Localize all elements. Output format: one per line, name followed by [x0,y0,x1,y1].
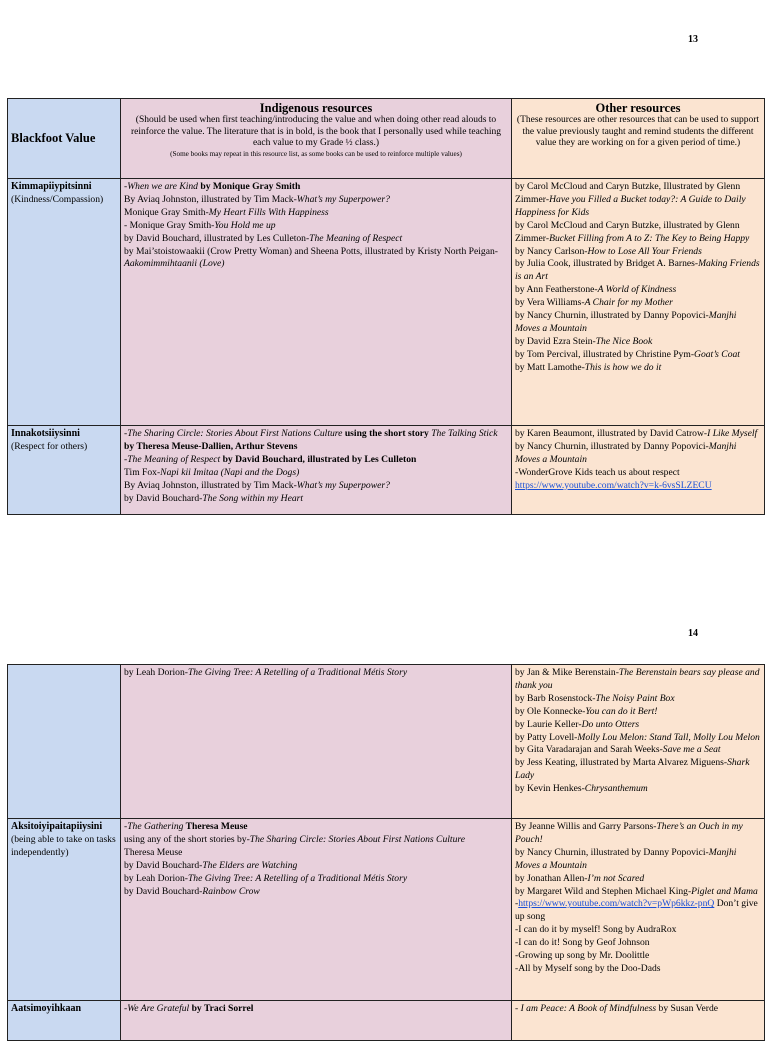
resource-entry: -WonderGrove Kids teach us about respect [515,466,680,478]
resource-entry: by Nancy Churnin, illustrated by Danny Popovici-Manjhi Moves a Mountain [515,310,737,334]
resource-table [7,664,765,1041]
indigenous-resources-cell [121,179,512,426]
resource-entry: by Ann Featherstone-A World of Kindness [515,284,677,296]
page-number: 14 [688,628,698,639]
resource-entry: by Jonathan Allen-I’m not Scared [515,872,645,884]
value-cell: Aksitoiyipaitapiiysini (being able to take on tasks independently) [8,819,121,1001]
table-header-row [8,99,765,179]
resource-entry: by Ole Konnecke-You can do it Bert! [515,705,658,717]
resource-entry: - Monique Gray Smith-You Hold me up [124,219,276,231]
resource-entry: by Barb Rosenstock-The Noisy Paint Box [515,692,675,704]
indigenous-resources-cell [121,819,512,1001]
resource-entry: by Tom Percival, illustrated by Christine Pym-Goat’s Coat [515,348,740,360]
resource-entry: by Jess Keating, illustrated by Marta Alvarez Miguens-Shark Lady [515,757,750,782]
resource-entry: -I can do it by myself! Song by AudraRox [515,924,677,936]
resource-entry: by Leah Dorion-The Giving Tree: A Retelling of a Traditional Métis Story [124,667,408,678]
indigenous-resources-cell [121,1001,512,1041]
value-cell [8,665,121,819]
value-cell: Kimmapiiypitsinni (Kindness/Compassion) [8,179,121,426]
resource-entry: by Julia Cook, illustrated by Bridget A. Barnes-Making Friends is an Art [515,258,760,283]
resource-entry: by Patty Lovell-Molly Lou Melon: Stand Tall, Molly Lou Melon [515,731,760,743]
resource-entry: -The Gathering Theresa Meuse [124,821,248,832]
resource-entry: by David Bouchard-The Elders are Watching [124,859,298,871]
resource-entry: By Aviaq Johnston, illustrated by Tim Mack-What’s my Superpower? [124,479,390,491]
resource-entry: by Jan & Mike Berenstain-The Berenstain bears say please and thank you [515,667,760,691]
other-resources-cell [512,665,765,819]
youtube-link[interactable]: https://www.youtube.com/watch?v=k-6vsSLZECU [515,479,712,491]
resource-entry: Theresa Meuse [124,846,183,858]
resource-entry: - I am Peace: A Book of Mindfulness by Susan Verde [515,1003,719,1014]
resource-entry: by Nancy Carlson-How to Lose All Your Friends [515,245,702,257]
resource-entry: by Gita Varadarajan and Sarah Weeks-Save me a Seat [515,744,721,756]
resource-entry: -All by Myself song by the Doo-Dads [515,962,661,974]
resource-entry: Tim Fox-Napi kii Imitaa (Napi and the Dogs) [124,466,300,478]
table-row [8,819,765,1001]
value-cell: Aatsimoyihkaan [8,1001,121,1041]
table-row [8,426,765,515]
header-other-resources: Other resources (These resources are other resources that can be used to support the value previously taught and remind students the different value they are working on for a given period of time.) [512,99,765,179]
resource-entry: by David Bouchard, illustrated by Les Culleton-The Meaning of Respect [124,232,403,244]
youtube-link[interactable]: https://www.youtube.com/watch?v=pWp6kkz-pnQ [518,898,715,910]
header-blackfoot-value: Blackfoot Value [8,99,121,179]
resource-entry [515,480,761,493]
resource-entry: by Carol McCloud and Caryn Butzke, Illustrated by Glenn Zimmer-Have you Filled a Bucket today?: A Guide to Daily Happiness for Kids [515,181,746,218]
resource-entry: by Nancy Churnin, illustrated by Danny Popovici-Manjhi Moves a Mountain [515,440,737,465]
resource-entry: by Matt Lamothe-This is how we do it [515,361,662,373]
resource-entry: by David Bouchard-Rainbow Crow [124,885,260,897]
resource-entry: using any of the short stories by-The Sharing Circle: Stories About First Nations Culture [124,833,466,845]
indigenous-resources-cell [121,665,512,819]
resource-entry: -When we are Kind by Monique Gray Smith [124,181,301,192]
table-row [8,1001,765,1041]
value-cell: Innakotsiiysinni (Respect for others) [8,426,121,515]
resource-entry: by David Bouchard-The Song within my Heart [124,492,304,504]
resource-entry: by Carol McCloud and Caryn Butzke, illustrated by Glenn Zimmer-Bucket Filling from A to Z: The Key to Being Happy [515,219,750,244]
resource-entry: -The Sharing Circle: Stories About First Nations Culture using the short story The Talking Stick by Theresa Meuse-Dallien, Arthur Stevens [124,428,498,452]
resource-entry: Monique Gray Smith-My Heart Fills With Happiness [124,206,329,218]
other-resources-cell [512,1001,765,1041]
resource-entry: -I can do it! Song by Geof Johnson [515,937,650,949]
other-resources-cell [512,179,765,426]
resource-entry: by Laurie Keller-Do unto Otters [515,718,640,730]
resource-entry: by Karen Beaumont, illustrated by David Catrow-I Like Myself [515,428,758,439]
resource-entry: -The Meaning of Respect by David Bouchard, illustrated by Les Culleton [124,453,417,465]
table-row [8,179,765,426]
resource-entry: By Jeanne Willis and Garry Parsons-There’s an Ouch in my Pouch! [515,821,743,845]
resource-entry: -We Are Grateful by Traci Sorrel [124,1003,254,1014]
resource-entry: by Kevin Henkes-Chrysanthemum [515,783,648,795]
resource-entry: by Mai’stoistowaakii (Crow Pretty Woman) and Sheena Potts, illustrated by Kristy North Peigan-Aakomimmihtaanii (Love) [124,245,498,270]
header-indigenous-resources: Indigenous resources (Should be used when first teaching/introducing the value and when doing other read alouds to reinforce the value. The literature that is in bold, is the book that I personally used while teaching each value to my Grade ½ class.) (Some books may repeat in this resource list, as some books can be used to reinforce multiple values) [121,99,512,179]
resource-entry: by Margaret Wild and Stephen Michael King-Piglet and Mama [515,885,758,897]
resource-table [7,98,765,515]
table-row [8,665,765,819]
resource-entry: By Aviaq Johnston, illustrated by Tim Mack-What’s my Superpower? [124,193,390,205]
resource-entry: by Leah Dorion-The Giving Tree: A Retelling of a Traditional Métis Story [124,872,408,884]
resource-entry: by Vera Williams-A Chair for my Mother [515,297,673,309]
indigenous-resources-cell [121,426,512,515]
other-resources-cell [512,426,765,515]
resource-entry: -https://www.youtube.com/watch?v=pWp6kkz-pnQ Don’t give up song [515,898,758,923]
resource-entry: by David Ezra Stein-The Nice Book [515,335,653,347]
resource-entry: by Nancy Churnin, illustrated by Danny Popovici-Manjhi Moves a Mountain [515,846,737,871]
other-resources-cell [512,819,765,1001]
resource-entry: -Growing up song by Mr. Doolittle [515,950,650,962]
page-number: 13 [688,34,698,45]
